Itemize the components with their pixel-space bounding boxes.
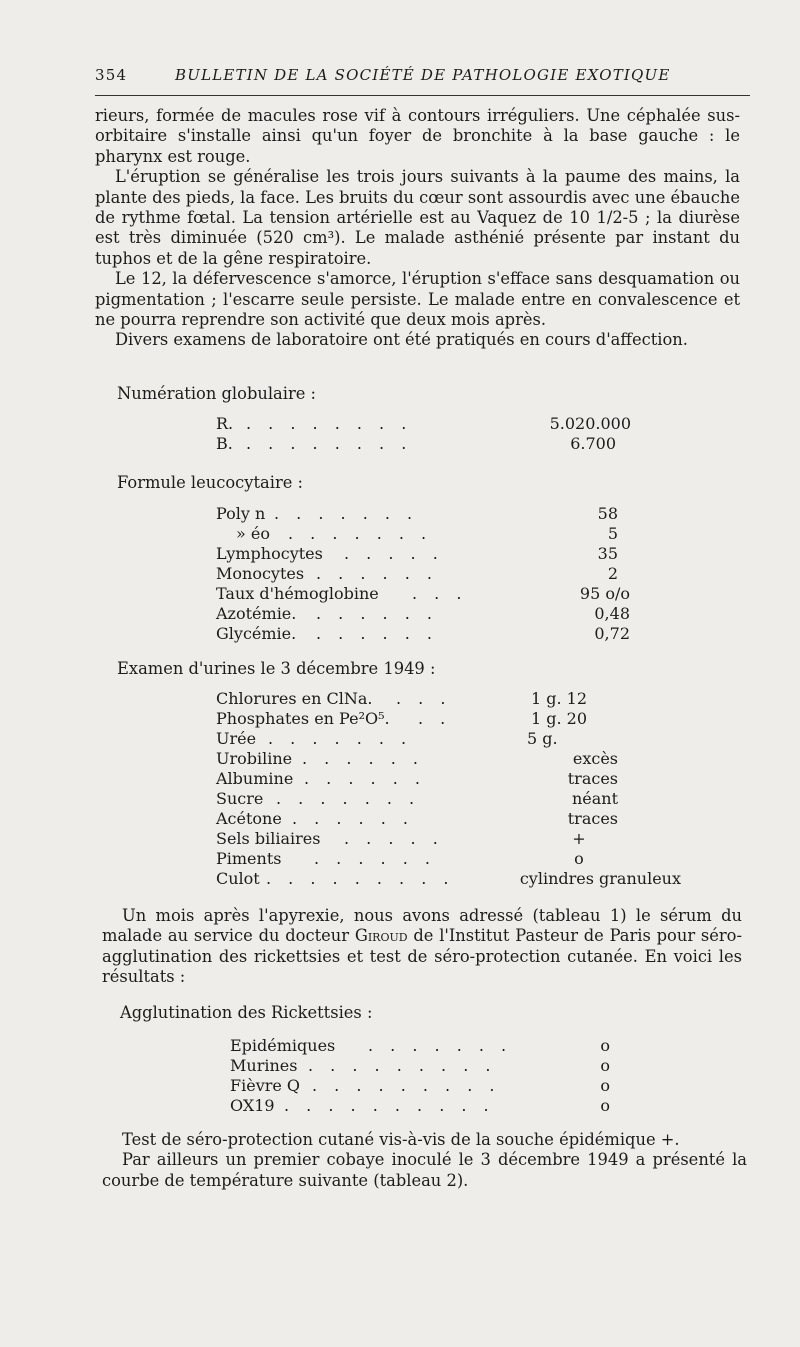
row-value: traces bbox=[567, 769, 618, 788]
middle-text-part1: Un mois après l'apyrexie, nous avons adressé (tableau 1) le sérum du malade au service du docteur bbox=[102, 906, 742, 946]
middle-text bbox=[102, 906, 742, 988]
row-value: 35 bbox=[597, 544, 618, 563]
leader-dots: . . bbox=[418, 709, 452, 728]
row-label: Albumine bbox=[216, 769, 294, 788]
urines-row bbox=[216, 789, 618, 809]
row-label: Sels biliaires bbox=[216, 829, 321, 848]
formule-row bbox=[216, 544, 618, 564]
running-header bbox=[95, 66, 750, 88]
urines-row bbox=[216, 689, 631, 709]
leader-dots: . . . . . . bbox=[302, 749, 424, 768]
formule-row bbox=[216, 624, 630, 644]
row-value: o bbox=[600, 1056, 610, 1075]
row-value: 5 g. bbox=[527, 729, 558, 748]
row-label: Sucre bbox=[216, 789, 264, 808]
row-value: traces bbox=[567, 809, 618, 828]
row-label: Urobiline bbox=[216, 749, 293, 768]
formule-row bbox=[216, 524, 618, 544]
conclusion-text bbox=[102, 1130, 747, 1191]
conclusion-paragraph-2: Par ailleurs un premier cobaye inoculé le 3 décembre 1949 a présenté la courbe de température suivante (tableau 2). bbox=[102, 1150, 747, 1190]
row-value: 1 g. 20 bbox=[531, 709, 588, 728]
row-value: + bbox=[572, 829, 586, 848]
row-label: Chlorures en ClNa. bbox=[216, 689, 373, 708]
urines-row bbox=[216, 769, 618, 789]
intro-paragraph-2: L'éruption se généralise les trois jours suivants à la paume des mains, la plante des pieds, la face. Les bruits du cœur sont assourdis avec une ébauche de rythme fœtal. La tension artérielle est au Vaquez de 10 1/2-5 ; la diurèse est très diminuée (520 cm³). Le malade asthénié présente par instant du tuphos et de la gêne respiratoire. bbox=[95, 167, 740, 268]
leader-dots: . . . . . . . bbox=[276, 789, 421, 808]
row-label: R. bbox=[216, 414, 234, 433]
leader-dots: . . . . . . bbox=[314, 849, 436, 868]
leader-dots: . . . bbox=[412, 584, 468, 603]
row-value: néant bbox=[571, 789, 618, 808]
row-value: 5 bbox=[607, 524, 618, 543]
leader-dots: . . . . . . bbox=[316, 604, 438, 623]
leader-dots: . . . . . . . . . bbox=[308, 1056, 497, 1075]
intro-paragraph-4: Divers examens de laboratoire ont été pratiqués en cours d'affection. bbox=[115, 330, 688, 350]
leader-dots: . . . . . . . . . bbox=[312, 1076, 501, 1095]
row-label: Phosphates en Pe²O⁵. bbox=[216, 709, 390, 728]
leader-dots: . . . . . bbox=[344, 544, 444, 563]
row-value: 1 g. 12 bbox=[531, 689, 588, 708]
leader-dots: . . . . . . . . bbox=[246, 414, 413, 433]
intro-paragraph-1: rieurs, formée de macules rose vif à contours irréguliers. Une céphalée sus-orbitaire s'installe ainsi qu'un foyer de bronchite à la base gauche : le pharynx est rouge. bbox=[95, 106, 740, 166]
agglutination-row bbox=[230, 1096, 610, 1116]
row-value: excès bbox=[572, 749, 618, 768]
agglutination-row bbox=[230, 1056, 610, 1076]
row-label: Epidémiques bbox=[230, 1036, 336, 1055]
row-value: 2 bbox=[607, 564, 618, 583]
agglutination-row bbox=[230, 1036, 610, 1056]
urines-row bbox=[216, 849, 599, 869]
leader-dots: . . . . . . . . . . bbox=[284, 1096, 495, 1115]
row-value: o bbox=[600, 1096, 610, 1115]
formule-row bbox=[216, 584, 630, 604]
row-value: 95 o/o bbox=[579, 584, 630, 603]
row-label: » éo bbox=[236, 524, 270, 543]
leader-dots: . . . . . . bbox=[316, 564, 438, 583]
leader-dots: . . . . . . bbox=[316, 624, 438, 643]
urines-row bbox=[216, 869, 681, 889]
row-value: o bbox=[600, 1076, 610, 1095]
formule-row bbox=[216, 504, 618, 524]
urines-row bbox=[216, 809, 618, 829]
row-value: 6.700 bbox=[570, 434, 616, 453]
leader-dots: . . . . . . bbox=[292, 809, 414, 828]
leader-dots: . . . . . . . bbox=[274, 504, 419, 523]
intro-paragraph-3: Le 12, la défervescence s'amorce, l'éruption s'efface sans desquamation ou pigmentation ; l'escarre seule persiste. Le malade entre en convalescence et ne pourra reprendre son activité que deux mois après. bbox=[95, 269, 740, 330]
leader-dots: . . . . . . . . bbox=[246, 434, 413, 453]
leader-dots: . . . . . . bbox=[304, 769, 426, 788]
leader-dots: . . . . . . . bbox=[268, 729, 413, 748]
urines-row bbox=[216, 709, 631, 729]
leader-dots: . . . bbox=[396, 689, 452, 708]
row-label: Piments bbox=[216, 849, 282, 868]
formule-heading: Formule leucocytaire : bbox=[117, 473, 304, 492]
row-value: o bbox=[574, 849, 584, 868]
doctor-name: Giroud bbox=[354, 926, 408, 946]
numeration-heading: Numération globulaire : bbox=[117, 384, 317, 403]
numeration-row bbox=[216, 414, 631, 434]
agglutination-heading: Agglutination des Rickettsies : bbox=[120, 1003, 373, 1022]
row-value: 58 bbox=[597, 504, 618, 523]
row-label: Fièvre Q bbox=[230, 1076, 301, 1095]
urines-heading: Examen d'urines le 3 décembre 1949 : bbox=[117, 659, 436, 678]
page-number: 354 bbox=[95, 66, 128, 84]
row-label: Culot bbox=[216, 869, 260, 888]
middle-paragraph bbox=[102, 906, 742, 988]
urines-row bbox=[216, 729, 631, 749]
leader-dots: . . . . . . . . . bbox=[266, 869, 455, 888]
row-value: o bbox=[600, 1036, 610, 1055]
row-value: 0,48 bbox=[594, 604, 630, 623]
row-label: Lymphocytes bbox=[216, 544, 323, 563]
journal-title: BULLETIN DE LA SOCIÉTÉ DE PATHOLOGIE EXOTIQUE bbox=[175, 66, 671, 84]
formule-row bbox=[216, 604, 630, 624]
row-label: OX19 bbox=[230, 1096, 275, 1115]
row-label: Glycémie. bbox=[216, 624, 297, 643]
row-label: B. bbox=[216, 434, 233, 453]
row-value: 5.020.000 bbox=[549, 414, 631, 433]
numeration-row bbox=[216, 434, 616, 454]
agglutination-row bbox=[230, 1076, 610, 1096]
header-rule bbox=[95, 95, 750, 96]
conclusion-paragraph-1: Test de séro-protection cutané vis-à-vis de la souche épidémique +. bbox=[122, 1130, 680, 1149]
intro-text bbox=[95, 106, 740, 351]
leader-dots: . . . . . bbox=[344, 829, 444, 848]
row-label: Urée bbox=[216, 729, 257, 748]
leader-dots: . . . . . . . bbox=[368, 1036, 513, 1055]
row-label: Poly n bbox=[216, 504, 266, 523]
leader-dots: . . . . . . . bbox=[288, 524, 433, 543]
row-label: Monocytes bbox=[216, 564, 305, 583]
middle-text-part2: de l'Institut Pasteur de Paris pour séro-agglutination des rickettsies et test de séro-protection cutanée. En voici les résultats : bbox=[102, 926, 742, 987]
row-label: Murines bbox=[230, 1056, 298, 1075]
urines-row bbox=[216, 749, 618, 769]
row-label: Acétone bbox=[216, 809, 282, 828]
row-value: 0,72 bbox=[594, 624, 630, 643]
row-label: Taux d'hémoglobine bbox=[216, 584, 379, 603]
row-label: Azotémie. bbox=[216, 604, 297, 623]
urines-row bbox=[216, 829, 599, 849]
formule-row bbox=[216, 564, 618, 584]
row-value: cylindres granuleux bbox=[519, 869, 681, 888]
